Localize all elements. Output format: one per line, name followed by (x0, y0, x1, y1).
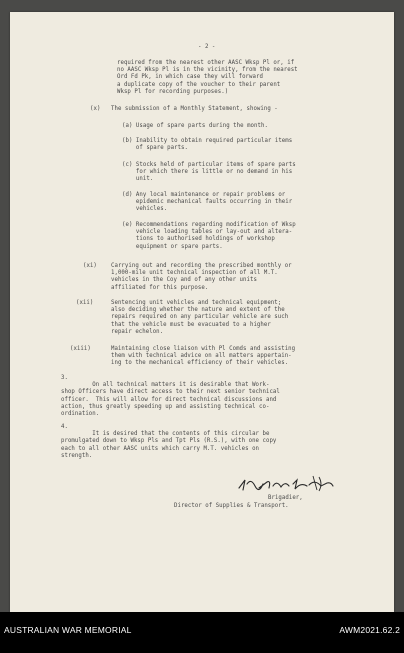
text-line: ordination. (61, 411, 100, 418)
text-line: also deciding whether the nature and extent of the (111, 307, 285, 314)
subitem-e (122, 222, 296, 251)
text-line: 1,000-mile unit technical inspection of all M.T. (111, 270, 278, 277)
text-line: (e) Recommendations regarding modification of Wksp (122, 222, 296, 228)
text-line: vehicles in the Coy and of any other units (111, 277, 257, 284)
item-xiii-label (70, 346, 91, 353)
text-line: On all technical matters it is desirable that Work- (61, 382, 270, 389)
text-line: (b) Inability to obtain required particular items (122, 138, 293, 144)
text-line: (xii) (76, 300, 94, 306)
text-line: Wksp Pl for recording purposes.) (117, 88, 229, 95)
text-line: Director of Supplies & Transport. (174, 503, 289, 509)
text-line: The submission of a Monthly Statement, showing - (111, 106, 278, 112)
subitem-a (122, 123, 268, 130)
item-x-label (90, 106, 100, 113)
item-x-text (111, 106, 278, 113)
text-line: (a) Usage of spare parts during the month. (122, 123, 268, 129)
text-line: (xiii) (70, 346, 91, 352)
text-line: Carrying out and recording the prescribed monthly or (111, 263, 292, 269)
text-line: action, thus greatly speeding up and assisting technical co- (61, 403, 270, 410)
subitem-d (122, 192, 292, 214)
text-line: shop Officers have direct access to their next senior technical (61, 389, 280, 396)
handwritten-signature (237, 474, 337, 494)
text-line: epidemic mechanical faults occurring in their (122, 199, 293, 206)
text-line: strength. (61, 452, 93, 459)
footer-accession-number: AWM2021.62.2 (339, 625, 400, 635)
text-line: unit. (122, 176, 154, 183)
item-xii-text (111, 300, 288, 336)
text-line: Ord Fd Pk, in which case they will forward (117, 74, 263, 81)
signatory-rank (268, 495, 303, 502)
text-line: that the vehicle must be evacuated to a higher (111, 321, 271, 328)
text-line: each to all other AASC units which carry M.T. vehicles on (61, 445, 260, 452)
paragraph-3 (61, 375, 280, 418)
text-line: repair echelon. (111, 328, 164, 335)
item-xi-text (111, 263, 292, 292)
text-line: them with technical advice on all matters appertain- (111, 353, 292, 360)
paragraph-4 (61, 424, 276, 460)
text-line: ing to the mechanical efficiency of their vehicles. (111, 360, 289, 367)
text-line: vehicle loading tables or lay-out and altera- (122, 229, 293, 236)
subitem-b (122, 138, 292, 152)
text-line: required from the nearest other AASC Wksp Pl or, if (117, 60, 295, 66)
page-number: - 2 - (198, 44, 216, 50)
text-line: repairs required on any particular vehicle are such (111, 314, 289, 321)
signatory-title (174, 503, 289, 510)
text-line: affiliated for this purpose. (111, 284, 209, 291)
text-line: no AASC Wksp Pl is in the vicinity, from the nearest (117, 67, 298, 74)
text-line: It is desired that the contents of this circular be (61, 431, 270, 438)
text-line: (x) (90, 106, 101, 112)
item-xi-label (83, 263, 97, 270)
text-line: (c) Stocks held of particular items of spare parts (122, 162, 296, 168)
text-line: 4. (61, 424, 68, 430)
text-line: tions to authorised holdings of workshop (122, 236, 275, 243)
text-line: of spare parts. (122, 145, 189, 152)
item-xiii-text (111, 346, 295, 368)
intro-text (117, 60, 298, 96)
text-line: promulgated down to Wksp Pls and Tpt Pls (R.S.), with one copy (61, 438, 277, 445)
text-line: for which there is little or no demand in his (122, 169, 293, 176)
footer-institution: AUSTRALIAN WAR MEMORIAL (4, 625, 132, 635)
text-line: Maintaining close liaison with Pl Comds and assisting (111, 346, 296, 352)
text-line: (d) Any local maintenance or repair problems or (122, 192, 286, 198)
archive-footer (0, 612, 404, 653)
text-line: officer. This will allow for direct technical discussions and (61, 396, 277, 403)
text-line: Sentencing unit vehicles and technical equipment; (111, 300, 282, 306)
text-line: vehicles. (122, 206, 168, 213)
text-line: Brigadier, (268, 495, 303, 501)
text-line: (xi) (83, 263, 97, 269)
document-page (10, 12, 394, 612)
text-line: a duplicate copy of the voucher to their parent (117, 81, 281, 88)
subitem-c (122, 162, 296, 184)
item-xii-label (76, 300, 93, 307)
text-line: equipment or spare parts. (122, 243, 223, 250)
text-line: 3. (61, 375, 68, 381)
